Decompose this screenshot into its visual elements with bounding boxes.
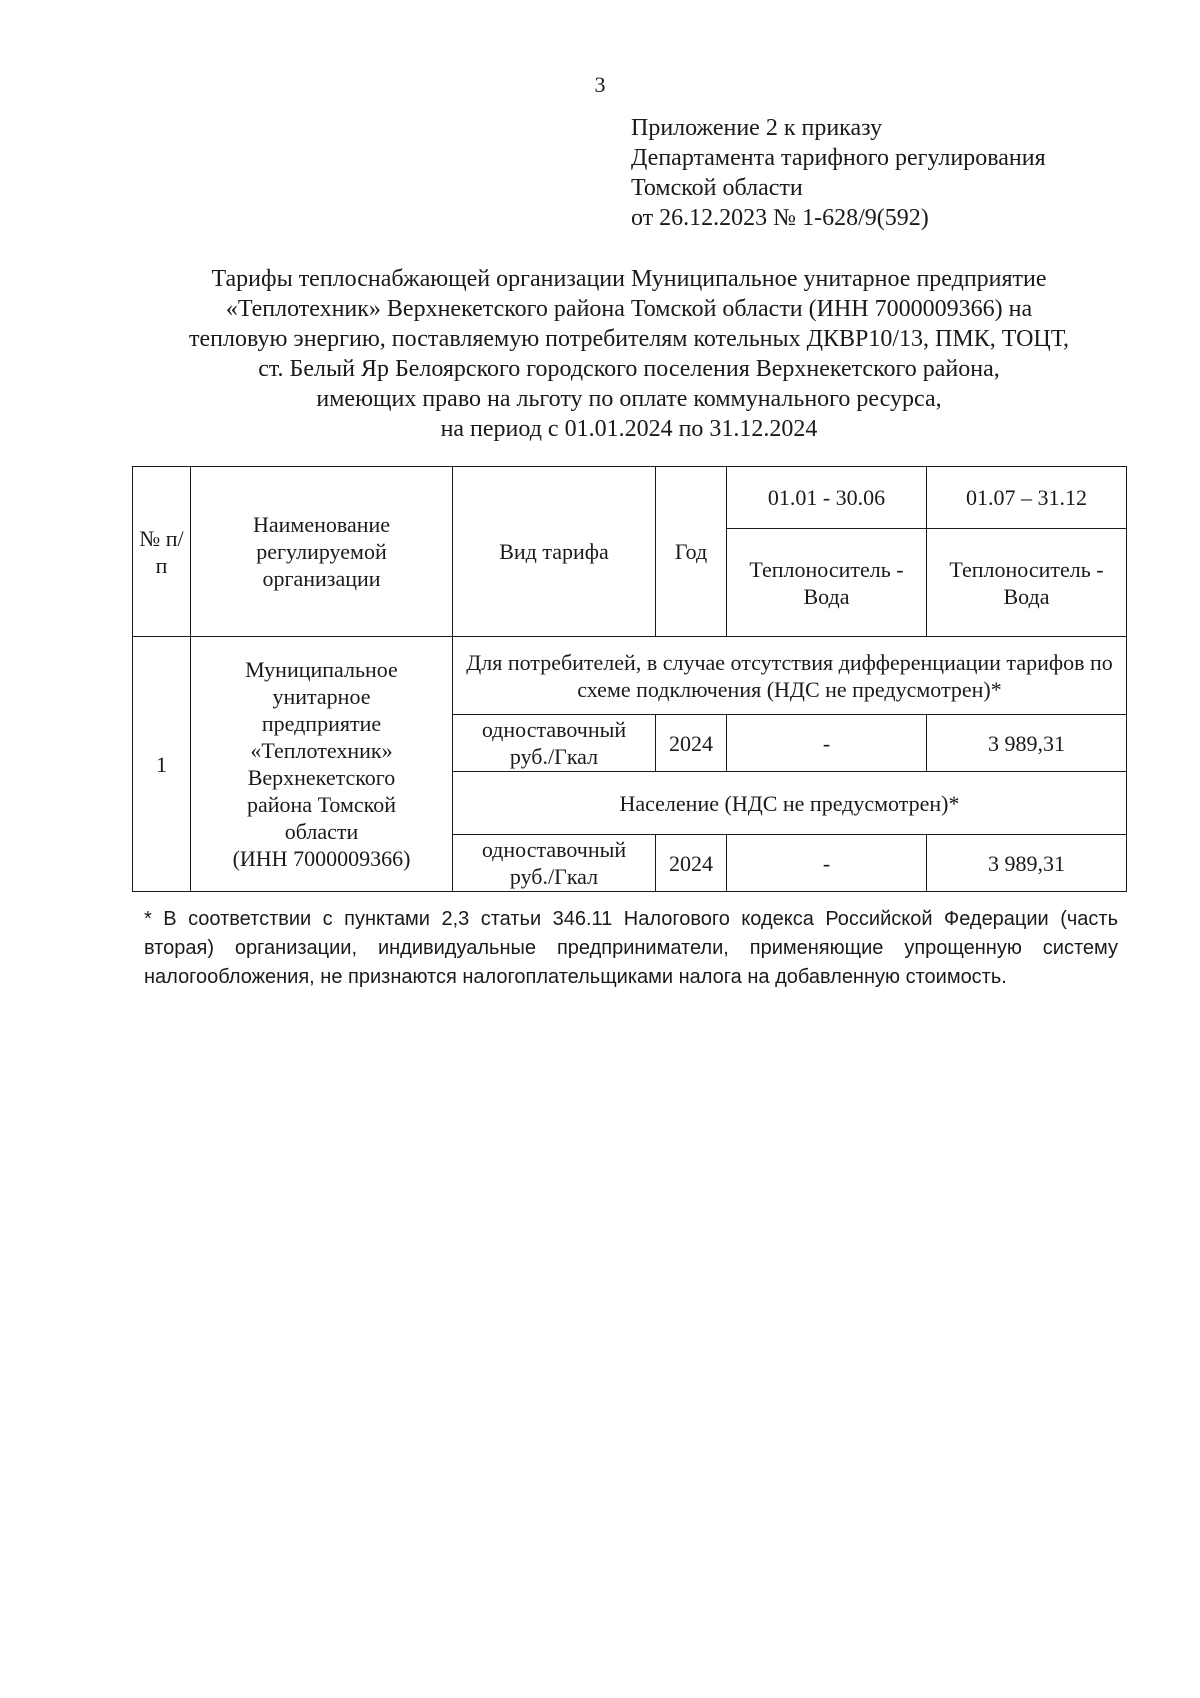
appendix-line: Департамента тарифного регулирования (631, 145, 1046, 171)
header-org: Наименование регулируемой организации (191, 467, 453, 637)
header-tariff-type: Вид тарифа (453, 467, 656, 637)
tariff-table (132, 466, 1127, 892)
value-cell-period-1: - (727, 715, 927, 772)
org-line: области (284, 819, 359, 844)
header-medium-1: Теплоноситель - Вода (727, 529, 927, 637)
title-line: ст. Белый Яр Белоярского городского поселения Верхнекетского района, (258, 356, 1000, 382)
tariff-type-cell (453, 835, 656, 892)
year-cell: 2024 (656, 715, 727, 772)
title-line: Тарифы теплоснабжающей организации Муниципальное унитарное предприятие (211, 266, 1047, 292)
tariff-unit-line: руб./Гкал (509, 744, 599, 769)
header-num: № п/п (133, 467, 191, 637)
title-line: «Теплотехник» Верхнекетского района Томской области (ИНН 7000009366) на (225, 296, 1033, 322)
title-line: на период с 01.01.2024 по 31.12.2024 (440, 416, 818, 442)
value-cell-period-2: 3 989,31 (927, 835, 1127, 892)
appendix-line: Томской области (631, 175, 803, 201)
appendix-line: от 26.12.2023 № 1-628/9(592) (631, 205, 929, 231)
value-cell-period-2: 3 989,31 (927, 715, 1127, 772)
year-cell: 2024 (656, 835, 727, 892)
header-period-1: 01.01 - 30.06 (727, 467, 927, 529)
header-period-2: 01.07 – 31.12 (927, 467, 1127, 529)
header-year: Год (656, 467, 727, 637)
appendix-block (631, 113, 1046, 233)
value-cell-period-1: - (727, 835, 927, 892)
row-num: 1 (133, 637, 191, 892)
org-line: Муниципальное (245, 657, 398, 682)
title-line: тепловую энергию, поставляемую потребителям котельных ДКВР10/13, ПМК, ТОЦТ, (188, 326, 1069, 352)
row-organization (191, 637, 453, 892)
group-heading: Население (НДС не предусмотрен)* (453, 772, 1127, 835)
org-line: Верхнекетского (247, 765, 396, 790)
org-line: района Томской (247, 792, 396, 817)
header-medium-2: Теплоноситель - Вода (927, 529, 1127, 637)
group-heading: Для потребителей, в случае отсутствия дифференциации тарифов по схеме подключения (НДС не предусмотрен)* (453, 637, 1127, 715)
org-line: предприятие (261, 711, 382, 736)
tariff-type-cell (453, 715, 656, 772)
org-line: унитарное (272, 684, 371, 709)
org-line: «Теплотехник» (250, 738, 393, 763)
page-number: 3 (594, 72, 606, 97)
tariff-type-line: одноставочный (481, 717, 627, 742)
tariff-unit-line: руб./Гкал (509, 864, 599, 889)
document-title (132, 264, 1126, 444)
title-line: имеющих право на льготу по оплате коммунального ресурса, (316, 386, 942, 412)
footnote: * В соответствии с пунктами 2,3 статьи 346.11 Налогового кодекса Российской Федерации (часть вторая) организации, индивидуальные предприниматели, применяющие упрощенную систему налогообложения, не признаются налогоплательщиками налога на добавленную стоимость. (144, 908, 1118, 988)
appendix-line: Приложение 2 к приказу (631, 115, 883, 141)
org-line: (ИНН 7000009366) (232, 846, 411, 871)
tariff-type-line: одноставочный (481, 837, 627, 862)
